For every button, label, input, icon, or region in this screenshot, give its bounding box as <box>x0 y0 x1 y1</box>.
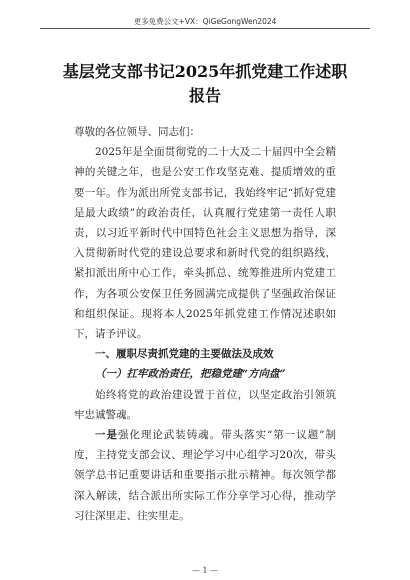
title-line-1: 基层党支部书记2025年抓党建工作述职 <box>62 62 348 81</box>
political-leadership-paragraph: 始终将党的政治建设置于首位，以坚定政治引领筑牢忠诚警魂。 <box>74 388 336 421</box>
salutation: 尊敬的各位领导、同志们： <box>74 126 200 138</box>
paragraph-text: 强化理论武装铸魂。带头落实“第一议题”制度，主持党支部会议、理论学习中心组学习20次，带头领学总书记重要讲话和重要指示批示精神。每次领学都深入解读，结合派出所实际工作分享学习心得，推动学习往深里走、往实里走。 <box>74 429 336 522</box>
page-header: 更多免费公文+VX：QiGeGongWen2024 <box>133 17 277 26</box>
subsection-heading: （一）扛牢政治责任，把稳党建“方向盘” <box>95 368 286 381</box>
paragraph-lead: 一是 <box>95 429 118 442</box>
document-body <box>74 122 336 526</box>
document-title <box>45 60 365 108</box>
section-heading: 一、履职尽责抓党建的主要做法及成效 <box>95 348 274 361</box>
theory-study-paragraph <box>74 425 336 526</box>
header-divider <box>40 28 370 29</box>
title-line-2: 报告 <box>188 86 221 105</box>
page-number: — 1 — <box>191 566 219 575</box>
intro-paragraph: 2025年是全面贯彻党的二十大及二十届四中全会精神的关键之年，也是公安工作攻坚克难、提质增效的重要一年。作为派出所党支部书记，我始终牢记“抓好党建是最大政绩”的政治责任，认真履行党建第一责任人职责，以习近平新时代中国特色社会主义思想为指导，深入贯彻新时代党的建设总要求和新时代党的组织路线，紧扣派出所中心工作，牵头抓总、统筹推进所内党建工作，为各项公安保卫任务圆满完成提供了坚强政治保证和组织保证。现将本人2025年抓党建工作情况述职如下，请予评议。 <box>74 146 336 341</box>
